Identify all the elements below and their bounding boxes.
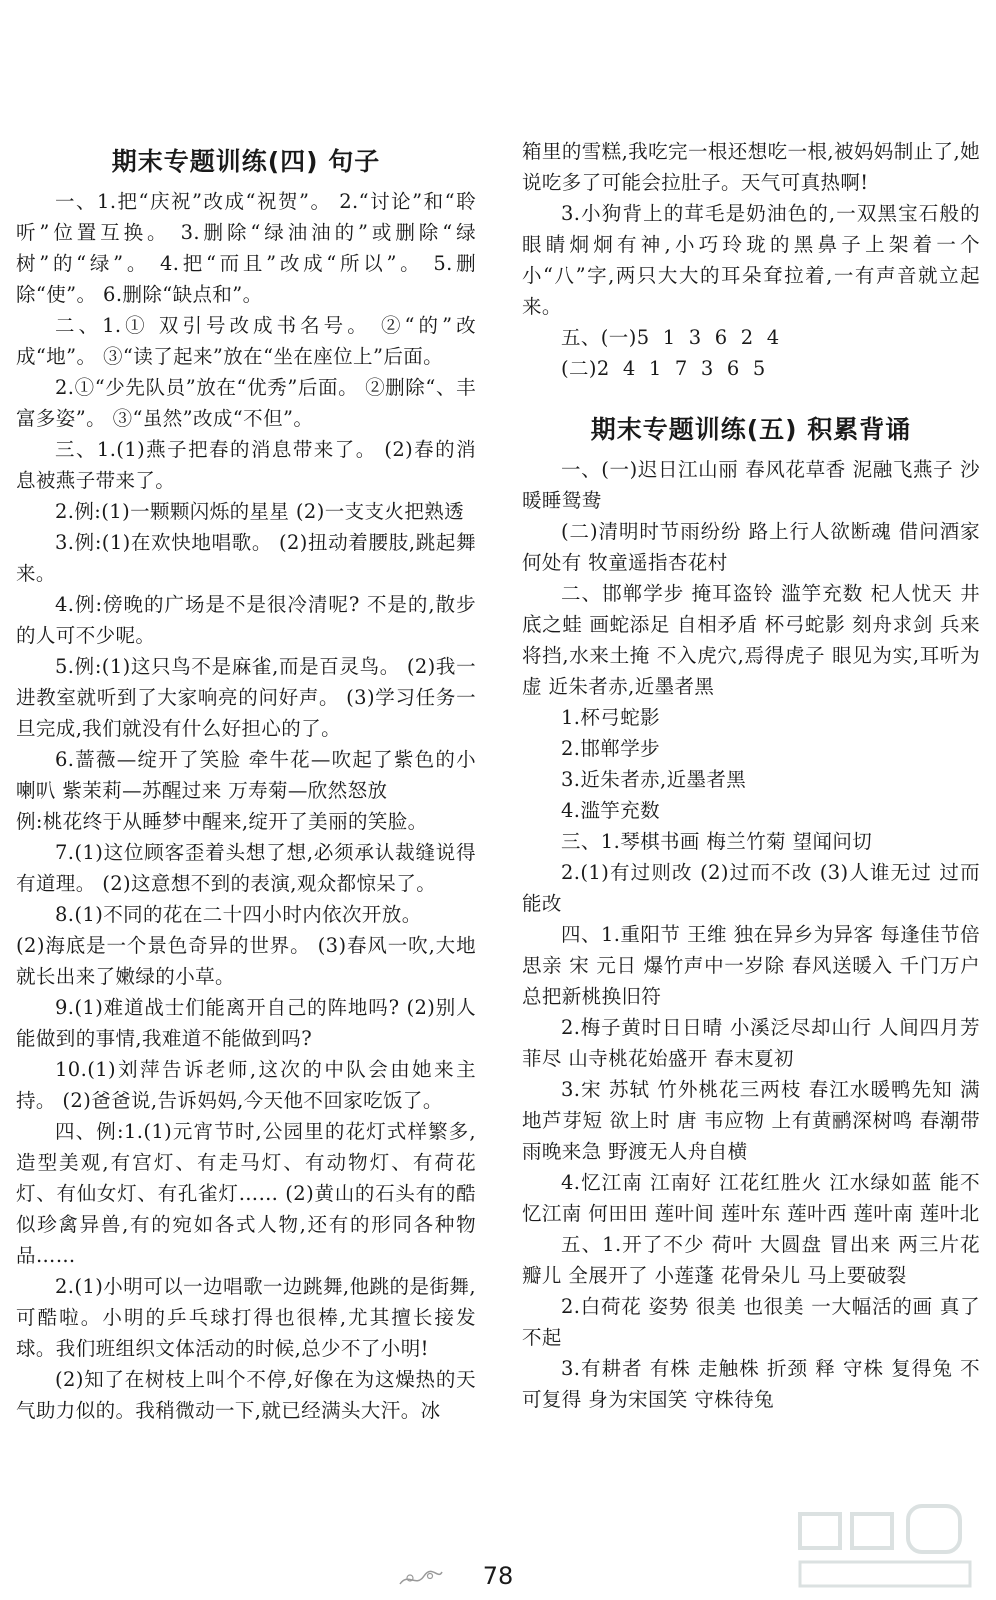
left-answer-paragraph: 2.例:(1)一颗颗闪烁的星星 (2)一支支火把熟透 — [55, 500, 465, 523]
right-answer-paragraph: 2.(1)有过则改 (2)过而不改 (3)人谁无过 过而能改 — [522, 861, 980, 915]
right-answer-paragraph: 箱里的雪糕,我吃完一根还想吃一根,被妈妈制止了,她说吃多了可能会拉肚子。天气可真热啊! — [522, 140, 980, 194]
right-answer-paragraph: 2.邯郸学步 — [561, 737, 661, 760]
right-answer-paragraph: 3.宋 苏轼 竹外桃花三两枝 春江水暖鸭先知 满地芦芽短 欲上时 唐 韦应物 上有黄鹂深树鸣 春潮带雨晚来急 野渡无人舟自横 — [522, 1078, 980, 1163]
left-answer-paragraph: (2)知了在树枝上叫个不停,好像在为这燥热的天气助力似的。我稍微动一下,就已经满头大汗。冰 — [16, 1368, 476, 1422]
right-answer-paragraph: 五、(一)5 1 3 6 2 4 — [561, 326, 780, 349]
left-answer-paragraph: 2.(1)小明可以一边唱歌一边跳舞,他跳的是街舞,可酷啦。小明的乒乓球打得也很棒,尤其擅长接发球。我们班组织文体活动的时候,总少不了小明! — [16, 1275, 476, 1360]
left-answer-paragraph: 三、1.(1)燕子把春的消息带来了。 (2)春的消息被燕子带来了。 — [16, 438, 476, 492]
left-answer-paragraph: 6.蔷薇—绽开了笑脸 牵牛花—吹起了紫色的小喇叭 紫茉莉—苏醒过来 万寿菊—欣然怒放 — [16, 748, 476, 802]
right-answer-paragraph: 二、邯郸学步 掩耳盗铃 滥竽充数 杞人忧天 井底之蛙 画蛇添足 自相矛盾 杯弓蛇影 刻舟求剑 兵来将挡,水来土掩 不入虎穴,焉得虎子 眼见为实,耳听为虚 近朱者赤,近墨者黑 — [522, 582, 980, 698]
left-answer-list — [16, 186, 476, 1426]
left-answer-paragraph: 8.(1)不同的花在二十四小时内依次开放。 — [55, 903, 422, 926]
left-answer-paragraph: (2)海底是一个景色奇异的世界。 (3)春风一吹,大地就长出来了嫩绿的小草。 — [16, 934, 476, 988]
right-answer-paragraph: 四、1.重阳节 王维 独在异乡为异客 每逢佳节倍思亲 宋 元日 爆竹声中一岁除 春风送暖入 千门万户 总把新桃换旧符 — [522, 923, 987, 1008]
right-answer-paragraph: 2.白荷花 姿势 很美 也很美 一大幅活的画 真了不起 — [522, 1295, 980, 1349]
left-answer-paragraph: 7.(1)这位顾客歪着头想了想,必须承认裁缝说得有道理。 (2)这意想不到的表演,观众都惊呆了。 — [16, 841, 476, 895]
left-answer-paragraph: 4.例:傍晚的广场是不是很冷清呢? 不是的,散步的人可不少呢。 — [16, 593, 476, 647]
left-answer-paragraph: 2.①“少先队员”放在“优秀”后面。 ②删除“、丰富多姿”。 ③“虽然”改成“不但”。 — [16, 376, 476, 430]
left-answer-paragraph: 四、例:1.(1)元宵节时,公园里的花灯式样繁多,造型美观,有宫灯、有走马灯、有动物灯、有荷花灯、有仙女灯、有孔雀灯…… (2)黄山的石头有的酷似珍禽异兽,有的宛如各式人物,还有的形同各种物品…… — [16, 1120, 476, 1267]
right-answer-paragraph: 4.滥竽充数 — [561, 799, 661, 822]
left-answer-paragraph: 一、1.把“庆祝”改成“祝贺”。 2.“讨论”和“聆听”位置互换。 3.删除“绿油油的”或删除“绿树”的“绿”。 4.把“而且”改成“所以”。 5.删除“使”。 6.删除“缺点和”。 — [16, 190, 476, 306]
section-title-4: 期末专题训练(四) 句子 — [111, 147, 381, 176]
right-answer-paragraph: 3.近朱者赤,近墨者黑 — [561, 768, 747, 791]
right-answer-paragraph: (二)清明时节雨纷纷 路上行人欲断魂 借问酒家何处有 牧童遥指杏花村 — [522, 520, 980, 574]
right-answer-paragraph: 3.有耕者 有株 走触株 折颈 释 守株 复得兔 不可复得 身为宋国笑 守株待兔 — [522, 1357, 980, 1411]
left-answer-paragraph: 5.例:(1)这只鸟不是麻雀,而是百灵鸟。 (2)我一进教室就听到了大家响亮的问好声。 (3)学习任务一旦完成,我们就没有什么好担心的了。 — [16, 655, 476, 740]
right-answer-paragraph: (二)2 4 1 7 3 6 5 — [561, 357, 766, 380]
right-answer-paragraph: 五、1.开了不少 荷叶 大圆盘 冒出来 两三片花瓣儿 全展开了 小莲蓬 花骨朵儿 马上要破裂 — [522, 1233, 980, 1287]
right-answer-list-continued — [522, 136, 980, 384]
left-answer-paragraph: 9.(1)难道战士们能离开自己的阵地吗? (2)别人能做到的事情,我难道不能做到吗? — [16, 996, 476, 1050]
right-answer-paragraph: 4.忆江南 江南好 江花红胜火 江水绿如蓝 能不忆江南 何田田 莲叶间 莲叶东 莲叶西 莲叶南 莲叶北 — [522, 1171, 980, 1225]
right-answer-paragraph: 1.杯弓蛇影 — [561, 706, 661, 729]
left-answer-paragraph: 二、1.① 双引号改成书名号。 ②“的”改成“地”。 ③“读了起来”放在“坐在座位上”后面。 — [16, 314, 476, 368]
left-answer-paragraph: 例:桃花终于从睡梦中醒来,绽开了美丽的笑脸。 — [16, 810, 428, 833]
right-answer-paragraph: 一、(一)迟日江山丽 春风花草香 泥融飞燕子 沙暖睡鸳鸯 — [522, 458, 980, 512]
left-answer-paragraph: 10.(1)刘萍告诉老师,这次的中队会由她来主持。 (2)爸爸说,告诉妈妈,今天他不回家吃饭了。 — [16, 1058, 476, 1112]
section-title-5: 期末专题训练(五) 积累背诵 — [590, 415, 912, 444]
right-column — [522, 136, 987, 1415]
right-answer-paragraph: 三、1.琴棋书画 梅兰竹菊 望闻问切 — [561, 830, 873, 853]
left-answer-paragraph: 3.例:(1)在欢快地唱歌。 (2)扭动着腰肢,跳起舞来。 — [16, 531, 476, 585]
right-answer-list — [522, 454, 987, 1415]
right-answer-paragraph: 3.小狗背上的茸毛是奶油色的,一双黑宝石般的眼睛炯炯有神,小巧玲珑的黑鼻子上架着一个小“八”字,两只大大的耳朵耷拉着,一有声音就立起来。 — [522, 202, 980, 318]
page-number: 78 — [482, 1562, 514, 1590]
watermark-logo-icon — [790, 1500, 980, 1595]
right-answer-paragraph: 2.梅子黄时日日晴 小溪泛尽却山行 人间四月芳菲尽 山寺桃花始盛开 春末夏初 — [522, 1016, 980, 1070]
left-column — [16, 136, 476, 1426]
